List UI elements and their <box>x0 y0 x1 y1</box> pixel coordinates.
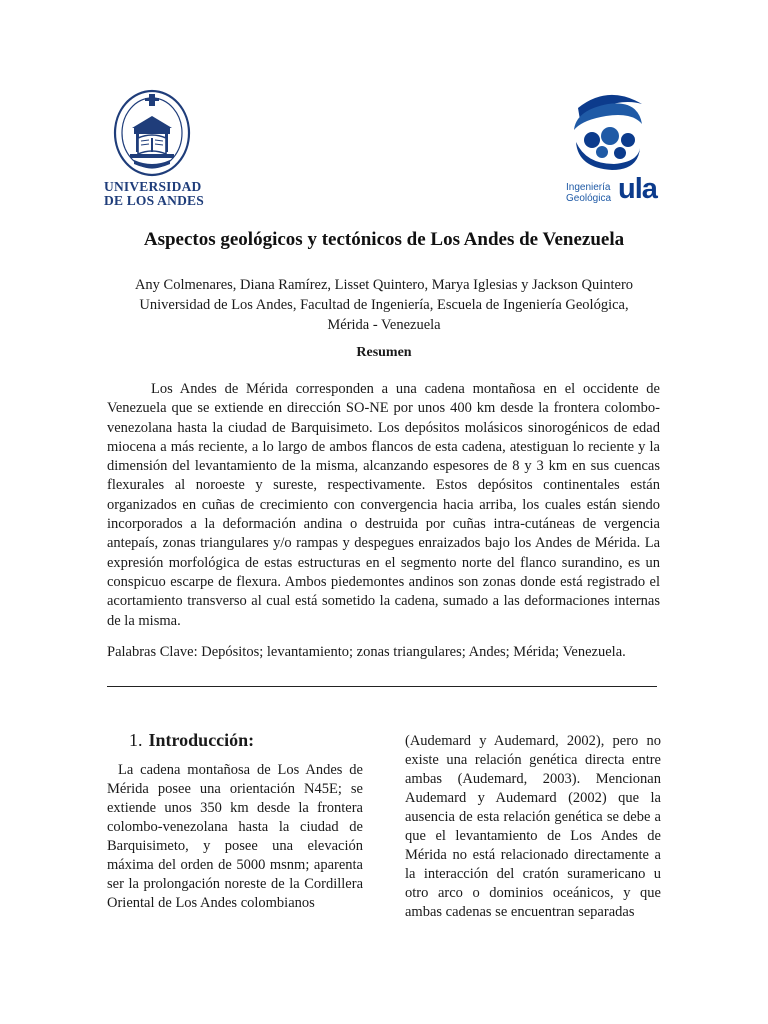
intro-text-right: (Audemard y Audemard, 2002), pero no existe una relación genética directa entre ambas (Audemard, 2003). Mencionan Audemard y Audemard (2002) que la ausencia de esta relación genética se debe a que el levantamiento de Los Andes de Mérida no está relacionado directamente a la interacción del cratón suramericano u otro arco o dominios oceánicos, y que ambas cadenas se encuentran separadas <box>405 733 661 920</box>
author-block <box>80 275 688 335</box>
university-seal-icon <box>112 88 192 178</box>
affiliation: Universidad de Los Andes, Facultad de Ingeniería, Escuela de Ingeniería Geológica, <box>139 297 629 313</box>
location: Mérida - Venezuela <box>327 317 441 333</box>
department-brand: ula <box>618 173 657 205</box>
intro-text-left: La cadena montañosa de Los Andes de Mérida posee una orientación N45E; se extiende unos 350 km desde la frontera colombo-venezolana hasta la ciudad de Barquisimeto, y posee una elevación máxima del orden de 5000 msnm; aparenta ser la prolongación noreste de la Cordillera Oriental de Los Andes colombianos <box>107 762 363 911</box>
intro-right-column <box>405 732 661 922</box>
section-heading <box>129 730 363 751</box>
university-logo <box>104 88 204 208</box>
section-number: 1. <box>129 730 143 750</box>
department-name: Ingeniería Geológica <box>566 182 612 204</box>
section-title: Introducción: <box>148 730 255 750</box>
paper-title: Aspectos geológicos y tectónicos de Los Andes de Venezuela <box>143 229 625 250</box>
abstract-text: Los Andes de Mérida corresponden a una cadena montañosa en el occidente de Venezuela que se extiende en dirección SO-NE por unos 400 km desde la frontera colombo-venezolana hasta la ciudad de Barquisimeto. Los depósitos molásicos sinorogénicos de edad miocena a más reciente, a lo largo de ambos flancos de esta cadena, atestiguan lo reciente y la dimensión del levantamiento de la misma, alcanzando espesores de 8 y 3 km en sus cuencas flexurales al noroeste y sureste, respectivamente. Estos depósitos continentales están organizados en cuñas de crecimiento con convergencia hacia arriba, los cuales están siendo incorporados a la deformación andina o destruida por cuñas intra-cutáneas de vergencia antepaís, zonas triangulares y/o rampas y despegues enraizados bajo los Andes de Mérida. La expresión morfológica de estas estructuras en el segmento norte del flanco surandino, es un conspicuo escarpe de flexura. Ambos piedemontes andinos son zonas donde está registrado el acortamiento transverso al cual está sometido la cadena, sumado a las deformaciones internas de la misma. <box>107 381 660 629</box>
section-divider <box>107 686 657 687</box>
author-list: Any Colmenares, Diana Ramírez, Lisset Quintero, Marya Iglesias y Jackson Quintero <box>134 277 634 293</box>
intro-left-column <box>107 730 363 913</box>
keywords: Palabras Clave: Depósitos; levantamiento; zonas triangulares; Andes; Mérida; Venezuela. <box>107 644 626 660</box>
abstract-heading: Resumen <box>356 345 412 360</box>
university-name: UNIVERSIDAD DE LOS ANDES <box>104 179 204 208</box>
department-logo <box>566 90 666 208</box>
geology-mark-icon <box>572 90 644 176</box>
